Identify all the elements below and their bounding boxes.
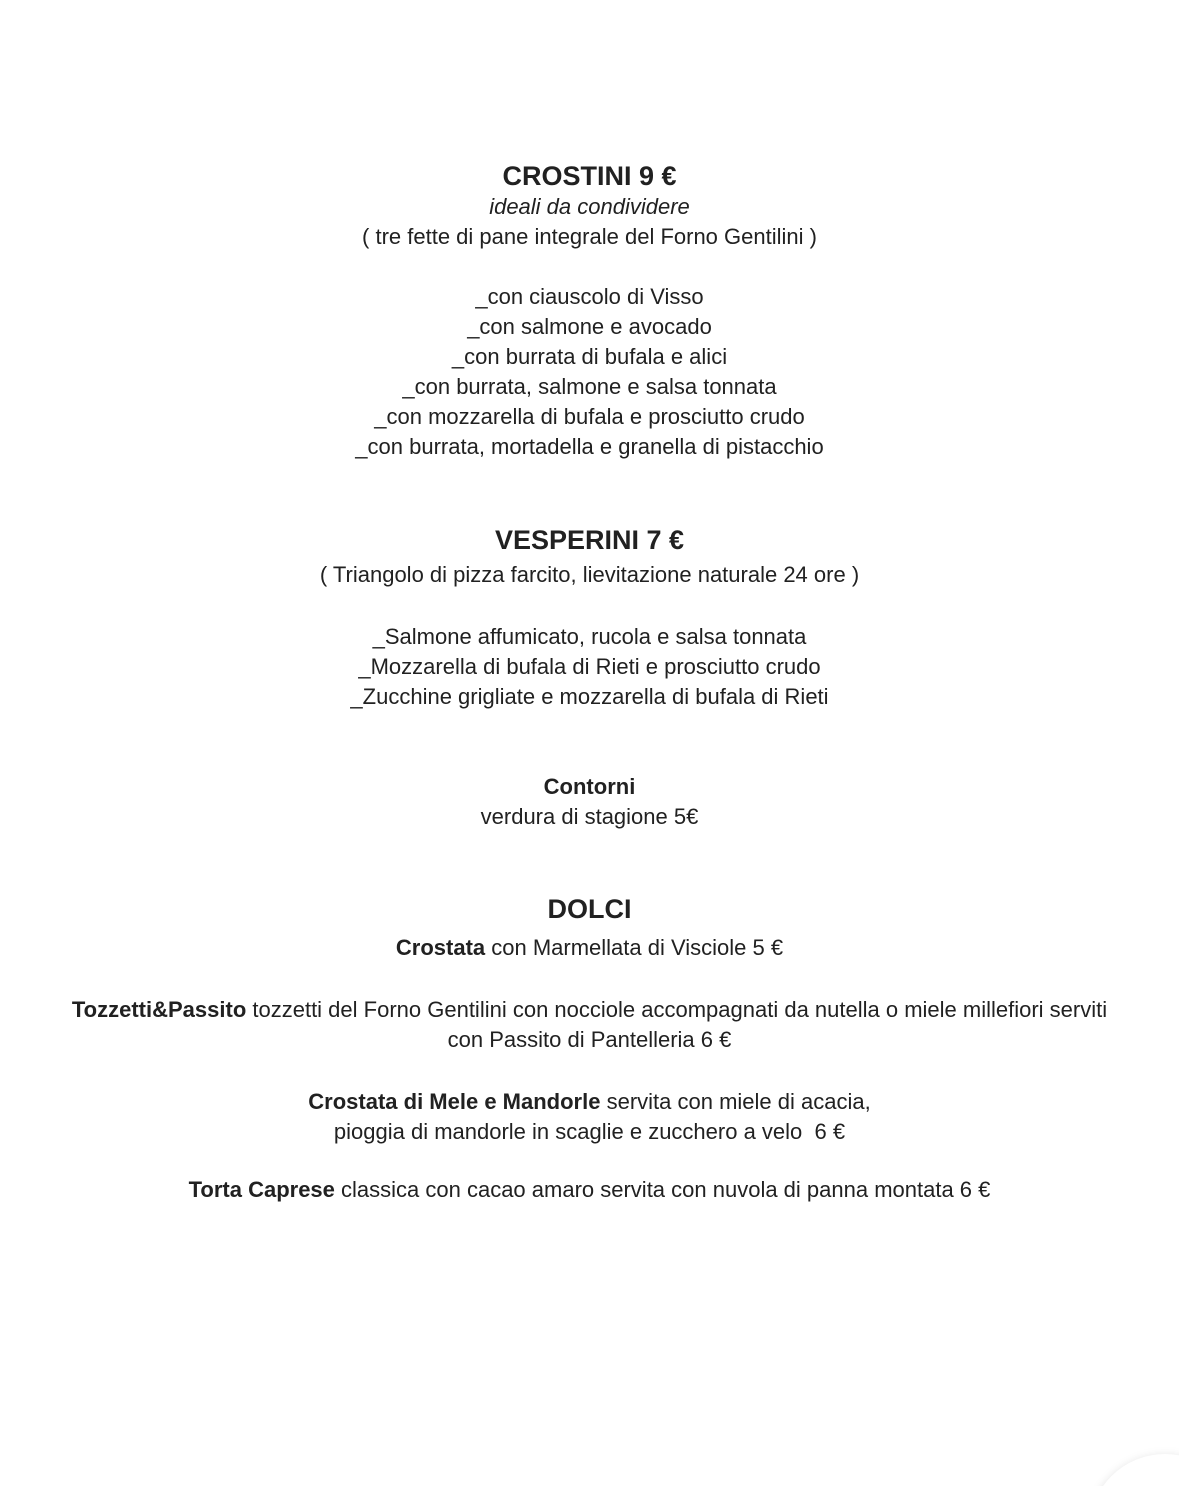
menu-item: _con salmone e avocado <box>467 314 712 339</box>
menu-item: verdura di stagione 5€ <box>480 804 699 829</box>
menu-item-name: Torta Caprese <box>188 1177 335 1202</box>
menu-item-desc: classica con cacao amaro servita con nuvola di panna montata 6 € <box>334 1177 991 1202</box>
menu-item-desc: tozzetti del Forno Gentilini con nocciole accompagnati da nutella o miele millefiori serviti <box>246 997 1108 1022</box>
menu-item-tozzetti <box>0 995 1179 1055</box>
section-note-crostini: ( tre fette di pane integrale del Forno Gentilini ) <box>362 224 817 249</box>
section-title-contorni: Contorni <box>543 774 636 799</box>
menu-item: _con mozzarella di bufala e prosciutto crudo <box>374 404 805 429</box>
menu-item-desc: con Marmellata di Visciole 5 € <box>485 935 784 960</box>
vesperini-items <box>0 622 1179 712</box>
menu-item-name: Crostata <box>395 935 486 960</box>
section-note-vesperini: ( Triangolo di pizza farcito, lievitazione naturale 24 ore ) <box>319 562 860 587</box>
menu-item: _con burrata di bufala e alici <box>451 344 728 369</box>
section-title-vesperini: VESPERINI 7 € <box>494 525 685 555</box>
section-dolci <box>0 893 1179 1205</box>
floating-action-button[interactable] <box>1089 1454 1179 1486</box>
menu-item-line <box>0 1087 1179 1117</box>
section-subtitle-crostini: ideali da condividere <box>489 194 690 219</box>
crostini-items <box>0 282 1179 462</box>
menu-item: _Salmone affumicato, rucola e salsa tonnata <box>372 624 807 649</box>
menu-item-crostata-mele <box>0 1087 1179 1147</box>
menu-item: _Zucchine grigliate e mozzarella di bufala di Rieti <box>350 684 829 709</box>
menu-item: _Mozzarella di bufala di Rieti e prosciutto crudo <box>358 654 821 679</box>
section-crostini <box>0 160 1179 462</box>
menu-item: _con ciauscolo di Visso <box>475 284 704 309</box>
menu-item-line <box>0 995 1179 1025</box>
menu-item-desc: servita con miele di acacia, <box>600 1089 871 1114</box>
menu-item-line: con Passito di Pantelleria 6 € <box>447 1027 732 1052</box>
section-title-dolci: DOLCI <box>547 894 632 924</box>
section-title-crostini: CROSTINI 9 € <box>502 161 677 191</box>
section-vesperini <box>0 524 1179 712</box>
menu-item: _con burrata, salmone e salsa tonnata <box>402 374 777 399</box>
menu-item-name: Crostata di Mele e Mandorle <box>308 1089 601 1114</box>
section-contorni <box>0 772 1179 832</box>
menu-item-crostata <box>0 933 1179 963</box>
menu-item-torta-caprese <box>0 1175 1179 1205</box>
menu-item-name: Tozzetti&Passito <box>71 997 247 1022</box>
menu-item-line: pioggia di mandorle in scaglie e zucchero a velo 6 € <box>333 1119 846 1144</box>
menu-item: _con burrata, mortadella e granella di pistacchio <box>355 434 824 459</box>
